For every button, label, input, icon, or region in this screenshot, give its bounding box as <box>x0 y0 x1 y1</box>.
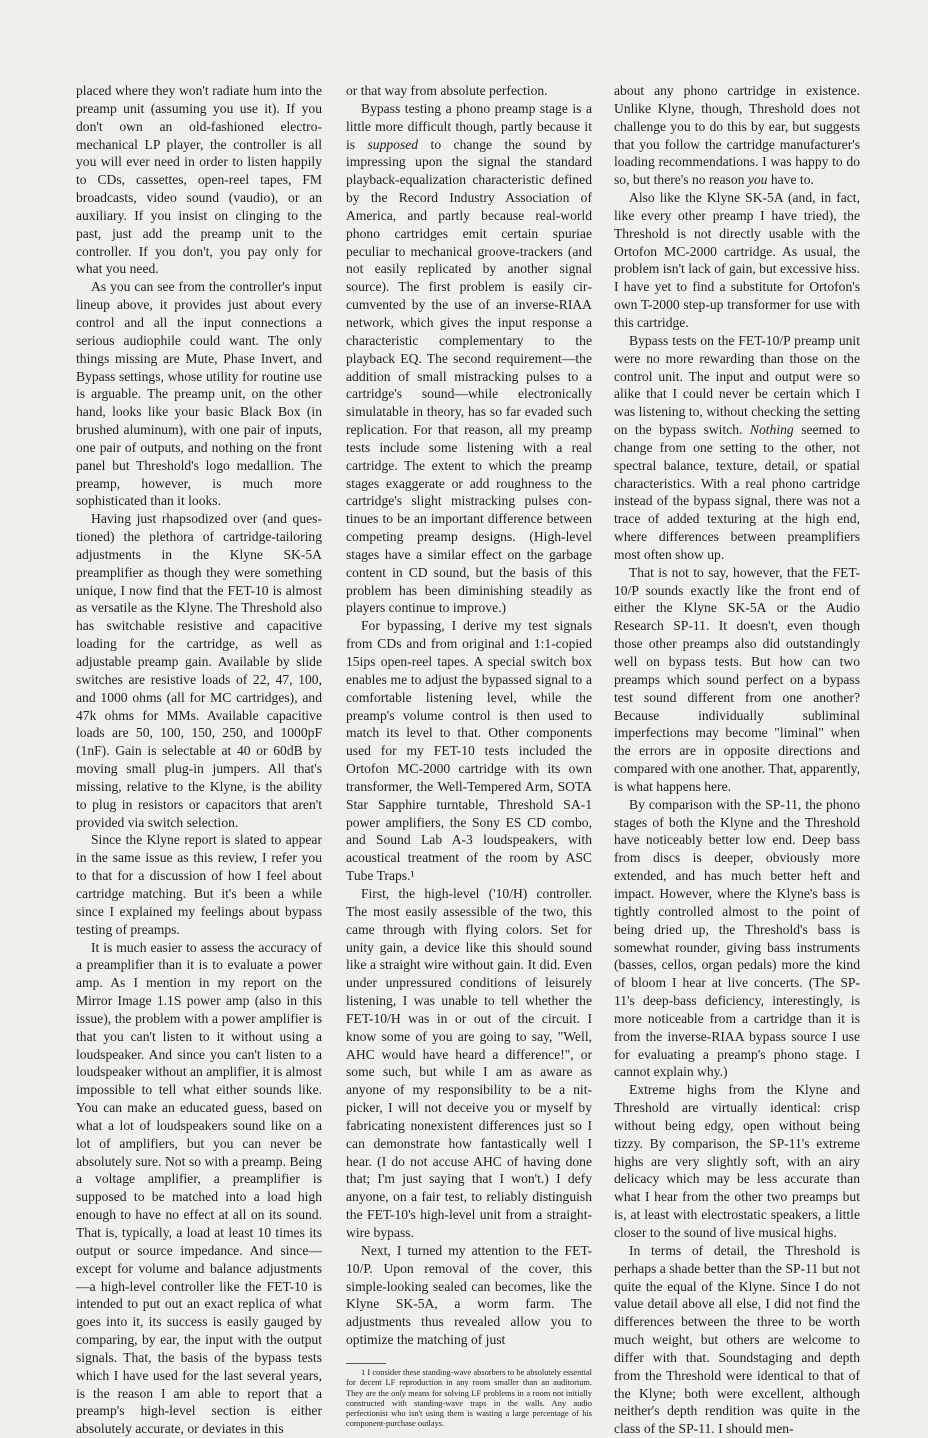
paragraph: Extreme highs from the Klyne and Threshold are virtually identical: crisp without being edgy, open without being tizzy. By comparison, the SP-11's extreme highs are very slightly soft, with an airy delicacy which may be less accurate than what I hear from the other two preamps but is, at least with electrostatic speakers, a little closer to the sound of live musical highs. <box>614 1081 860 1242</box>
paragraph: placed where they won't radiate hum into the preamp unit (assuming you use it). If you don't own an old-fashioned electro-mechanical LP player, the controller is all you will ever need in order to listen happily to CDs, cassettes, open-reel tapes, FM broadcasts, video sound (vaudio), or an auxiliary. If you insist on clinging to the past, just add the preamp unit to the controller. If you don't, you pay only for what you need. <box>76 82 322 278</box>
paragraph: By comparison with the SP-11, the phono stages of both the Klyne and the Threshold have noticeably better low end. Deep bass from discs is deeper, obviously more extended, and has much better heft and impact. However, where the Klyne's bass is tightly controlled almost to the point of being dried up, the Threshold's bass is somewhat rounder, giving bass instruments (basses, cellos, organ pedals) more the kind of bloom I hear at live concerts. (The SP-11's deep-bass deficiency, interestingly, is more noticeable from a cartridge than it is from the inverse-RIAA bypass source I use for evaluating a preamp's phono stage. I cannot explain why.) <box>614 796 860 1082</box>
paragraph: First, the high-level ('10/H) controller. The most easily assessible of the two, this came through with flying colors. Set for unity gain, a device like this should sound like a straight wire without gain. It did. Even under unpressured conditions of leisurely listening, I was unable to tell whether the FET-10/H was in or out of the circuit. I know some of you are going to say, "Well, AHC would have heard a difference!", or some such, but while I am as aware as anyone of my responsibility to be a nit-picker, I will not deceive you or myself by fabricating nonexistent differences just so I can demonstrate how fantastically well I hear. (I do not accuse AHC of having done that; I'm just saying that I won't.) I defy anyone, on a fair test, to reliably distinguish the FET-10's high-level unit from a straight-wire bypass. <box>346 885 592 1242</box>
text-column-3 <box>614 82 860 1438</box>
text-column-2 <box>346 82 592 1430</box>
footnote-rule <box>346 1363 386 1364</box>
paragraph: about any phono cartridge in existence. Unlike Klyne, though, Threshold does not challenge you to do this by ear, but suggests that you follow the cartridge manufacturer's loading recommendations. I was happy to do so, but there's no reason you have to. <box>614 82 860 189</box>
paragraph: It is much easier to assess the accuracy of a preamplifier than it is to evaluate a power amp. As I mention in my report on the Mirror Image 1.1S power amp (also in this issue), the problem with a power amplifier is that you can't listen to it without using a loudspeaker. And since you can't listen to a loudspeaker without an amplifier, it is almost impossible to tell what either sounds like. You can make an educated guess, based on what a lot of loudspeakers sound like on a lot of amplifiers, but you can never be absolutely sure. Not so with a preamp. Being a voltage amplifier, a preamplifier is supposed to be matched into a load high enough to have no effect at all on its sound. That is, typically, a load at least 10 times its output or source impedance. And since—except for volume and balance adjustments—a high-level controller like the FET-10 is intended to put out an exact replica of what goes into it, its success is easily gauged by comparing, by ear, the input with the output signals. That, the basis of the bypass tests which I have used for the last several years, is the reason I am able to report that a preamp's high-level section is either absolutely accurate, or deviates in this <box>76 939 322 1438</box>
paragraph: Bypass tests on the FET-10/P preamp unit were no more rewarding than those on the control unit. The input and output were so alike that I could never be certain which I was listening to, without checking the setting on the bypass switch. Nothing seemed to change from one setting to the other, not spectral balance, texture, detail, or spatial characteristics. With a real phono cartridge instead of the bypass signal, there was not a trace of added texturing at the high end, where differences between preamplifiers most often show up. <box>614 332 860 564</box>
paragraph: For bypassing, I derive my test signals from CDs and from original and 1:1-copied 15ips open-reel tapes. A special switch box enables me to adjust the bypassed signal to a comfortable listening level, while the preamp's volume control is then used to match its level to that. Other components used for my FET-10 tests included the Ortofon MC-2000 cartridge with its own transformer, the Well-Tempered Arm, SOTA Star Sapphire turntable, Threshold SA-1 power amplifiers, the Sony ES CD combo, and Sound Lab A-3 loudspeakers, with acoustical treatment of the room by ASC Tube Traps.¹ <box>346 617 592 885</box>
text-column-1 <box>76 82 322 1438</box>
paragraph: Next, I turned my attention to the FET-10/P. Upon removal of the cover, this simple-looking sealed can becomes, like the Klyne SK-5A, a worm farm. The adjustments thus revealed allow you to optimize the matching of just <box>346 1242 592 1349</box>
paragraph: In terms of detail, the Threshold is perhaps a shade better than the SP-11 but not quite the equal of the Klyne. Since I do not value detail above all else, I did not find the differences between the three to be worth much weight, but others are welcome to differ with that. Soundstaging and depth from the Threshold were identical to that of the Klyne; both were excellent, although neither's depth rendition was quite in the class of the SP-11. I should men- <box>614 1242 860 1438</box>
paragraph: Since the Klyne report is slated to appear in the same issue as this review, I refer you to that for a discussion of how I feel about cartridge matching. But it's been a while since I explained my feelings about bypass testing of preamps. <box>76 831 322 938</box>
paragraph: Bypass testing a phono preamp stage is a little more difficult though, partly because it is supposed to change the sound by impressing upon the signal the standard playback-equalization characteristic defined by the Record Industry Association of America, and partly because real-world phono cartridges emit certain spuriae peculiar to mechanical groove-trackers (and not easily replicated by another signal source). The first problem is easily circumvented by the use of an inverse-RIAA network, which gives the input response a characteristic complementary to the playback EQ. The second requirement—the addition of small mistracking pulses to a cartridge's sound—while electronically simulatable in theory, has so far evaded such replication. For that reason, all my preamp tests include some listening with a real cartridge. The extent to which the preamp stages exaggerate or add roughness to the cartridge's slight mistracking pulses continues to be an important difference between competing preamp designs. (High-level stages have a similar effect on the garbage content in CD sound, but the basis of this problem has been diminishing steadily as players continue to improve.) <box>346 100 592 617</box>
paragraph: That is not to say, however, that the FET-10/P sounds exactly like the front end of either the Klyne SK-5A or the Audio Research SP-11. It doesn't, even though those other preamps also did outstandingly well on bypass tests. But how can two preamps which sound perfect on a bypass test sound different from one another? Because individually subliminal imperfections may become "liminal" when the errors are in opposite directions and compared with one another. That, apparently, is what happens here. <box>614 564 860 796</box>
paragraph: As you can see from the controller's input lineup above, it provides just about every control and all the input connections a serious audiophile could want. The only things missing are Mute, Phase Invert, and Bypass settings, whose utility for routine use is arguable. The preamp unit, on the other hand, looks like your basic Black Box (in brushed aluminum), with one pair of inputs, one pair of outputs, and nothing on the front panel but Threshold's logo medallion. The preamp, however, is much more sophisticated than it looks. <box>76 278 322 510</box>
paragraph: Having just rhapsodized over (and questioned) the plethora of cartridge-tailoring adjustments in the Klyne SK-5A preamplifier as though they were something unique, I now find that the FET-10 is almost as versatile as the Klyne. The Threshold also has switchable resistive and capacitive loading for the cartridge, as well as adjustable preamp gain. Available by slide switches are resistive loads of 22, 47, 100, and 1000 ohms (all for MC cartridges), and 47k ohms for MMs. Available capacitive loads are 50, 100, 150, 250, and 1000pF (1nF). Gain is selectable at 40 or 60dB by moving small plug-in jumpers. All that's missing, relative to the Klyne, is the ability to plug in resistors or capacitors that aren't provided via switch selection. <box>76 510 322 831</box>
paragraph: or that way from absolute perfection. <box>346 82 592 100</box>
footnote: 1 I consider these standing-wave absorbers to be absolutely essential for decent LF reproduction in any room smaller than an auditorium. They are the only means for solving LF problems in a room not initially constructed with standing-wave traps in the walls. Any audio perfectionist who isn't using them is wasting a large percentage of his component-purchase outlays. <box>346 1368 592 1430</box>
paragraph: Also like the Klyne SK-5A (and, in fact, like every other preamp I have tried), the Threshold is not directly usable with the Ortofon MC-2000 cartridge. As usual, the problem isn't lack of gain, but excessive hiss. I have yet to find a substitute for Ortofon's own T-2000 step-up transformer for use with this cartridge. <box>614 189 860 332</box>
